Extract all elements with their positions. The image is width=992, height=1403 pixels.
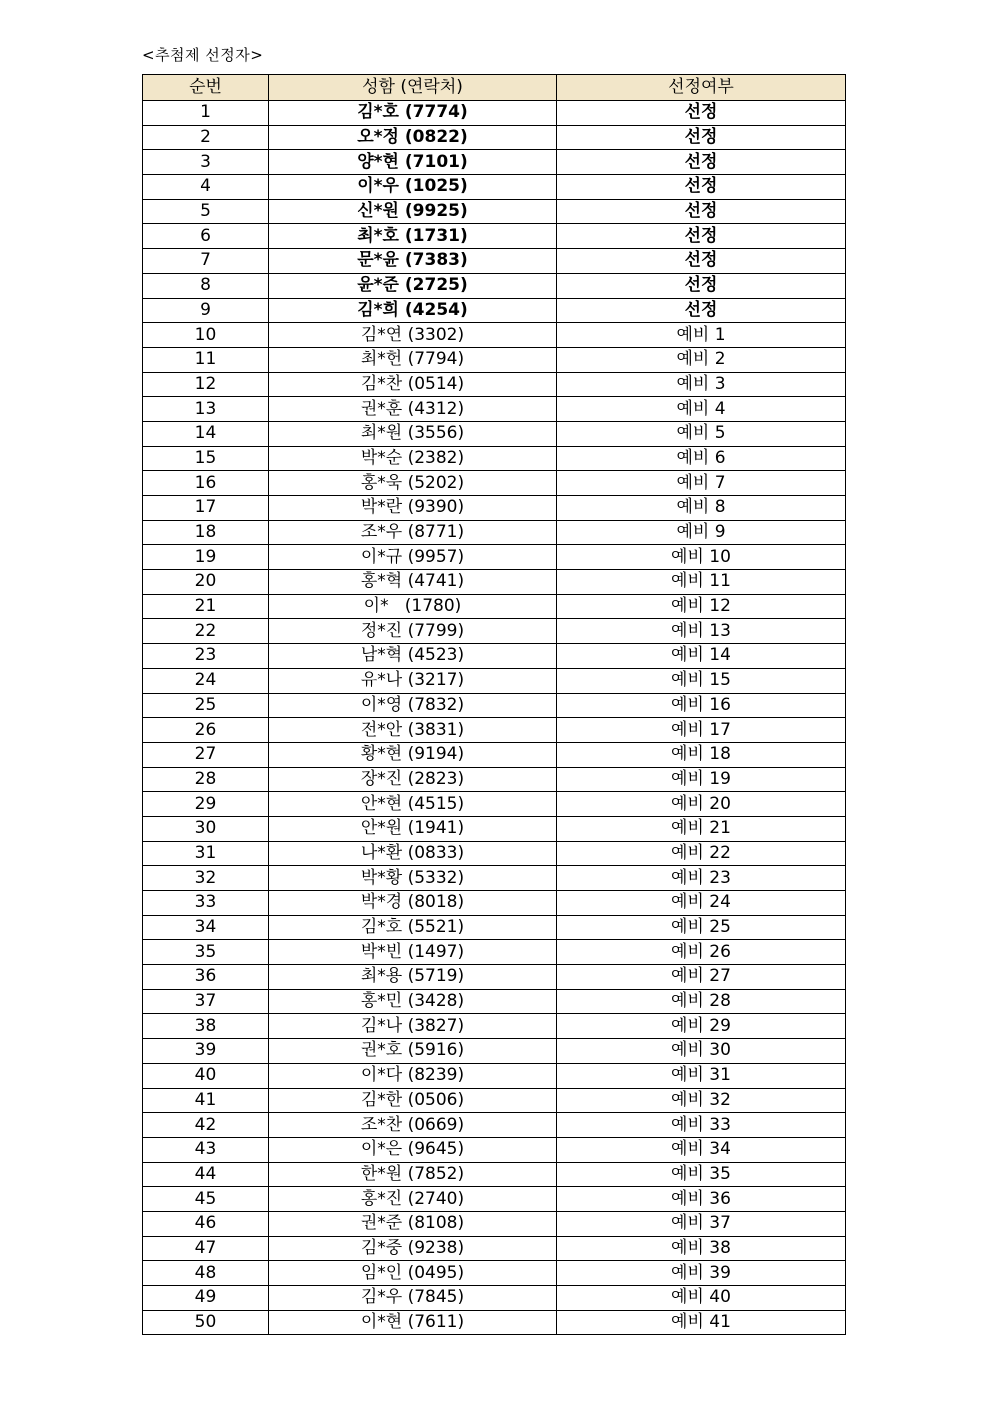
name-contact-cell: 권*훈 (4312) <box>269 397 557 422</box>
name-contact-cell: 홍*민 (3428) <box>269 989 557 1014</box>
selection-status-cell: 예비 3 <box>557 372 846 397</box>
name-contact-cell: 나*환 (0833) <box>269 841 557 866</box>
table-row <box>143 421 846 446</box>
table-row <box>143 693 846 718</box>
row-number-cell: 25 <box>143 693 269 718</box>
name-contact-cell: 장*진 (2823) <box>269 767 557 792</box>
name-contact-cell: 신*원 (9925) <box>269 199 557 224</box>
table-row <box>143 570 846 595</box>
name-contact-cell: 윤*준 (2725) <box>269 273 557 298</box>
selection-status-cell: 예비 32 <box>557 1088 846 1113</box>
selection-status-cell: 예비 14 <box>557 644 846 669</box>
table-row <box>143 1187 846 1212</box>
row-number-cell: 16 <box>143 471 269 496</box>
name-contact-cell: 오*정 (0822) <box>269 125 557 150</box>
name-contact-cell: 박*황 (5332) <box>269 866 557 891</box>
selection-status-cell: 예비 37 <box>557 1211 846 1236</box>
row-number-cell: 39 <box>143 1039 269 1064</box>
row-number-cell: 38 <box>143 1014 269 1039</box>
table-row <box>143 273 846 298</box>
row-number-cell: 47 <box>143 1236 269 1261</box>
selection-status-cell: 예비 40 <box>557 1286 846 1311</box>
selection-status-cell: 예비 38 <box>557 1236 846 1261</box>
row-number-cell: 37 <box>143 989 269 1014</box>
selection-status-cell: 선정 <box>557 298 846 323</box>
table-row <box>143 940 846 965</box>
name-contact-cell: 임*인 (0495) <box>269 1261 557 1286</box>
name-contact-cell: 이*규 (9957) <box>269 545 557 570</box>
table-row <box>143 347 846 372</box>
selection-status-cell: 예비 30 <box>557 1039 846 1064</box>
name-contact-cell: 조*찬 (0669) <box>269 1113 557 1138</box>
selection-status-cell: 예비 22 <box>557 841 846 866</box>
name-contact-cell: 권*준 (8108) <box>269 1211 557 1236</box>
table-row <box>143 1088 846 1113</box>
table-row <box>143 866 846 891</box>
name-contact-cell: 김*한 (0506) <box>269 1088 557 1113</box>
selection-status-cell: 예비 4 <box>557 397 846 422</box>
table-row <box>143 496 846 521</box>
row-number-cell: 29 <box>143 792 269 817</box>
name-contact-cell: 홍*욱 (5202) <box>269 471 557 496</box>
winners-table <box>142 74 846 1335</box>
row-number-cell: 49 <box>143 1286 269 1311</box>
selection-status-cell: 예비 17 <box>557 718 846 743</box>
row-number-cell: 5 <box>143 199 269 224</box>
selection-status-cell: 예비 34 <box>557 1137 846 1162</box>
table-row <box>143 1039 846 1064</box>
name-contact-cell: 최*헌 (7794) <box>269 347 557 372</box>
selection-status-cell: 선정 <box>557 224 846 249</box>
table-row <box>143 150 846 175</box>
table-row <box>143 1310 846 1335</box>
row-number-cell: 44 <box>143 1162 269 1187</box>
selection-status-cell: 예비 2 <box>557 347 846 372</box>
name-contact-cell: 홍*진 (2740) <box>269 1187 557 1212</box>
name-contact-cell: 박*빈 (1497) <box>269 940 557 965</box>
selection-status-cell: 예비 16 <box>557 693 846 718</box>
selection-status-cell: 선정 <box>557 150 846 175</box>
table-row <box>143 1211 846 1236</box>
table-body <box>143 101 846 1335</box>
name-contact-cell: 최*원 (3556) <box>269 421 557 446</box>
row-number-cell: 4 <box>143 175 269 200</box>
row-number-cell: 9 <box>143 298 269 323</box>
table-row <box>143 792 846 817</box>
selection-status-cell: 예비 24 <box>557 891 846 916</box>
name-contact-cell: 이*은 (9645) <box>269 1137 557 1162</box>
selection-status-cell: 예비 21 <box>557 816 846 841</box>
table-row <box>143 249 846 274</box>
table-row <box>143 323 846 348</box>
selection-status-cell: 예비 29 <box>557 1014 846 1039</box>
selection-status-cell: 예비 13 <box>557 619 846 644</box>
selection-status-cell: 선정 <box>557 125 846 150</box>
row-number-cell: 41 <box>143 1088 269 1113</box>
table-row <box>143 891 846 916</box>
name-contact-cell: 남*혁 (4523) <box>269 644 557 669</box>
row-number-cell: 19 <box>143 545 269 570</box>
name-contact-cell: 정*진 (7799) <box>269 619 557 644</box>
table-row <box>143 199 846 224</box>
row-number-cell: 48 <box>143 1261 269 1286</box>
table-row <box>143 125 846 150</box>
selection-status-cell: 예비 28 <box>557 989 846 1014</box>
selection-status-cell: 예비 15 <box>557 668 846 693</box>
table-row <box>143 767 846 792</box>
table-row <box>143 841 846 866</box>
row-number-cell: 36 <box>143 965 269 990</box>
row-number-cell: 46 <box>143 1211 269 1236</box>
header-row <box>143 75 846 101</box>
table-row <box>143 520 846 545</box>
row-number-cell: 2 <box>143 125 269 150</box>
selection-status-cell: 예비 8 <box>557 496 846 521</box>
name-contact-cell: 전*안 (3831) <box>269 718 557 743</box>
selection-status-cell: 선정 <box>557 175 846 200</box>
name-contact-cell: 김*우 (7845) <box>269 1286 557 1311</box>
name-contact-cell: 김*중 (9238) <box>269 1236 557 1261</box>
name-contact-cell: 권*호 (5916) <box>269 1039 557 1064</box>
table-row <box>143 372 846 397</box>
selection-status-cell: 선정 <box>557 273 846 298</box>
selection-status-cell: 예비 10 <box>557 545 846 570</box>
selection-status-cell: 예비 23 <box>557 866 846 891</box>
table-row <box>143 1286 846 1311</box>
table-row <box>143 1063 846 1088</box>
selection-status-cell: 예비 11 <box>557 570 846 595</box>
selection-status-cell: 선정 <box>557 199 846 224</box>
name-contact-cell: 황*현 (9194) <box>269 742 557 767</box>
selection-status-cell: 예비 25 <box>557 915 846 940</box>
selection-status-cell: 예비 39 <box>557 1261 846 1286</box>
table-row <box>143 1236 846 1261</box>
row-number-cell: 3 <box>143 150 269 175</box>
row-number-cell: 26 <box>143 718 269 743</box>
name-contact-cell: 양*현 (7101) <box>269 150 557 175</box>
table-row <box>143 224 846 249</box>
selection-status-cell: 예비 41 <box>557 1310 846 1335</box>
name-contact-cell: 이*우 (1025) <box>269 175 557 200</box>
table-row <box>143 101 846 126</box>
row-number-cell: 34 <box>143 915 269 940</box>
selection-status-cell: 선정 <box>557 249 846 274</box>
row-number-cell: 43 <box>143 1137 269 1162</box>
row-number-cell: 40 <box>143 1063 269 1088</box>
table-row <box>143 594 846 619</box>
selection-status-cell: 예비 19 <box>557 767 846 792</box>
table-row <box>143 915 846 940</box>
name-contact-cell: 김*호 (5521) <box>269 915 557 940</box>
name-contact-cell: 박*순 (2382) <box>269 446 557 471</box>
selection-status-cell: 예비 9 <box>557 520 846 545</box>
row-number-cell: 11 <box>143 347 269 372</box>
table-row <box>143 619 846 644</box>
table-row <box>143 816 846 841</box>
row-number-cell: 22 <box>143 619 269 644</box>
selection-status-cell: 예비 31 <box>557 1063 846 1088</box>
row-number-cell: 10 <box>143 323 269 348</box>
table-row <box>143 989 846 1014</box>
selection-status-cell: 예비 5 <box>557 421 846 446</box>
name-contact-cell: 이*현 (7611) <box>269 1310 557 1335</box>
table-row <box>143 397 846 422</box>
name-contact-cell: 최*호 (1731) <box>269 224 557 249</box>
table-row <box>143 965 846 990</box>
row-number-cell: 20 <box>143 570 269 595</box>
row-number-cell: 7 <box>143 249 269 274</box>
name-contact-cell: 김*호 (7774) <box>269 101 557 126</box>
table-row <box>143 175 846 200</box>
selection-status-cell: 예비 1 <box>557 323 846 348</box>
name-contact-cell: 박*경 (8018) <box>269 891 557 916</box>
table-row <box>143 545 846 570</box>
row-number-cell: 12 <box>143 372 269 397</box>
selection-status-cell: 예비 6 <box>557 446 846 471</box>
column-header-number: 순번 <box>143 75 269 101</box>
name-contact-cell: 김*나 (3827) <box>269 1014 557 1039</box>
name-contact-cell: 안*원 (1941) <box>269 816 557 841</box>
table-row <box>143 1162 846 1187</box>
name-contact-cell: 유*나 (3217) <box>269 668 557 693</box>
table-row <box>143 742 846 767</box>
row-number-cell: 28 <box>143 767 269 792</box>
row-number-cell: 13 <box>143 397 269 422</box>
row-number-cell: 6 <box>143 224 269 249</box>
row-number-cell: 24 <box>143 668 269 693</box>
row-number-cell: 17 <box>143 496 269 521</box>
name-contact-cell: 김*찬 (0514) <box>269 372 557 397</box>
column-header-name-contact: 성함 (연락처) <box>269 75 557 101</box>
row-number-cell: 8 <box>143 273 269 298</box>
table-row <box>143 1113 846 1138</box>
selection-status-cell: 예비 27 <box>557 965 846 990</box>
table-row <box>143 718 846 743</box>
row-number-cell: 18 <box>143 520 269 545</box>
selection-status-cell: 선정 <box>557 101 846 126</box>
table-row <box>143 668 846 693</box>
name-contact-cell: 이*다 (8239) <box>269 1063 557 1088</box>
row-number-cell: 27 <box>143 742 269 767</box>
row-number-cell: 23 <box>143 644 269 669</box>
table-header <box>143 75 846 101</box>
row-number-cell: 35 <box>143 940 269 965</box>
row-number-cell: 33 <box>143 891 269 916</box>
name-contact-cell: 이*영 (7832) <box>269 693 557 718</box>
name-contact-cell: 김*희 (4254) <box>269 298 557 323</box>
row-number-cell: 50 <box>143 1310 269 1335</box>
row-number-cell: 21 <box>143 594 269 619</box>
row-number-cell: 45 <box>143 1187 269 1212</box>
selection-status-cell: 예비 20 <box>557 792 846 817</box>
selection-status-cell: 예비 35 <box>557 1162 846 1187</box>
table-row <box>143 446 846 471</box>
selection-status-cell: 예비 33 <box>557 1113 846 1138</box>
row-number-cell: 14 <box>143 421 269 446</box>
name-contact-cell: 홍*혁 (4741) <box>269 570 557 595</box>
table-row <box>143 298 846 323</box>
row-number-cell: 42 <box>143 1113 269 1138</box>
row-number-cell: 15 <box>143 446 269 471</box>
table-row <box>143 1014 846 1039</box>
name-contact-cell: 이* (1780) <box>269 594 557 619</box>
table-row <box>143 1137 846 1162</box>
name-contact-cell: 박*란 (9390) <box>269 496 557 521</box>
selection-status-cell: 예비 26 <box>557 940 846 965</box>
row-number-cell: 1 <box>143 101 269 126</box>
name-contact-cell: 문*윤 (7383) <box>269 249 557 274</box>
row-number-cell: 30 <box>143 816 269 841</box>
page-title: <추첨제 선정자> <box>142 46 264 64</box>
table-row <box>143 644 846 669</box>
name-contact-cell: 안*현 (4515) <box>269 792 557 817</box>
name-contact-cell: 조*우 (8771) <box>269 520 557 545</box>
name-contact-cell: 한*원 (7852) <box>269 1162 557 1187</box>
selection-status-cell: 예비 12 <box>557 594 846 619</box>
table-row <box>143 1261 846 1286</box>
column-header-selection-status: 선정여부 <box>557 75 846 101</box>
name-contact-cell: 최*용 (5719) <box>269 965 557 990</box>
table-row <box>143 471 846 496</box>
selection-status-cell: 예비 36 <box>557 1187 846 1212</box>
row-number-cell: 32 <box>143 866 269 891</box>
name-contact-cell: 김*연 (3302) <box>269 323 557 348</box>
selection-status-cell: 예비 7 <box>557 471 846 496</box>
selection-status-cell: 예비 18 <box>557 742 846 767</box>
row-number-cell: 31 <box>143 841 269 866</box>
